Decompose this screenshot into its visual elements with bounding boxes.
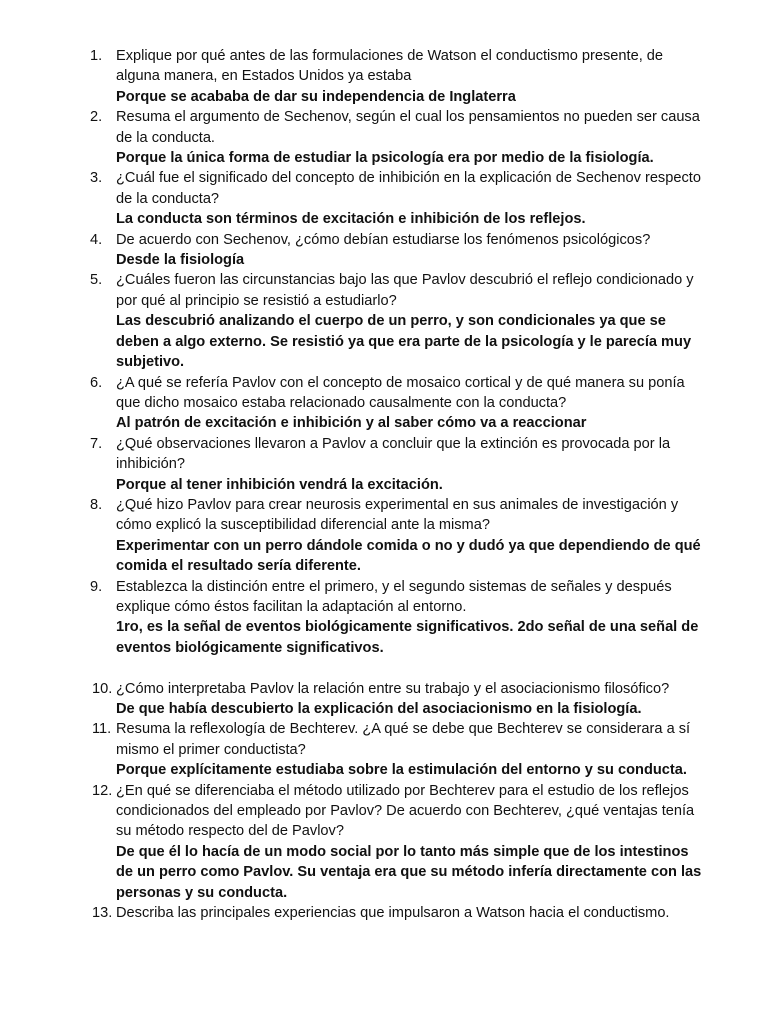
answer-text: Porque se acababa de dar su independencia de Inglaterra [116, 88, 516, 105]
list-item [0, 577, 768, 659]
question-text: ¿Cómo interpretaba Pavlov la relación entre su trabajo y el asociacionismo filosófico? [116, 680, 670, 697]
list-item [0, 719, 768, 780]
question-text: Resuma el argumento de Sechenov, según el cual los pensamientos no pueden ser causa de la conducta. [116, 109, 700, 146]
answer-text: La conducta son términos de excitación e inhibición de los reflejos. [116, 211, 586, 228]
question-text: ¿Qué hizo Pavlov para crear neurosis experimental en sus animales de investigación y cómo explicó la susceptibilidad diferencial ante la misma? [116, 496, 679, 534]
question-text: ¿Qué observaciones llevaron a Pavlov a concluir que la extinción es provocada por la inhibición? [116, 435, 671, 473]
list-item [0, 373, 768, 434]
list-item [0, 781, 768, 903]
list-item [0, 679, 768, 720]
answer-text: Al patrón de excitación e inhibición y al saber cómo va a reaccionar [116, 415, 587, 432]
item-number: 7. [90, 435, 103, 452]
item-number: 6. [90, 374, 103, 391]
item-number: 13. [92, 905, 113, 922]
question-text: Explique por qué antes de las formulaciones de Watson el conductismo presente, de alguna manera, en Estados Unidos ya estaba [116, 48, 664, 85]
list-item [0, 270, 768, 372]
blank-line [0, 658, 768, 678]
answer-text: De que había descubierto la explicación del asociacionismo en la fisiología. [116, 700, 642, 717]
answer-text: Las descubrió analizando el cuerpo de un perro, y son condicionales ya que se deben a algo externo. Se resistió ya que era parte de la psicología y le parecía muy subjetivo. [116, 313, 692, 371]
answer-text: Porque al tener inhibición vendrá la excitación. [116, 476, 443, 493]
question-text: Resuma la reflexología de Bechterev. ¿A qué se debe que Bechterev se considerara a sí mismo el primer conductista? [116, 721, 691, 758]
question-text: ¿Cuál fue el significado del concepto de inhibición en la explicación de Sechenov respecto de la conducta? [116, 170, 701, 207]
question-text: Describa las principales experiencias que impulsaron a Watson hacia el conductismo. [116, 905, 670, 922]
answer-text: Desde la fisiología [116, 252, 245, 269]
item-number: 10. [92, 680, 113, 697]
item-number: 3. [90, 170, 103, 187]
item-number: 5. [90, 272, 103, 289]
list-item [0, 107, 768, 168]
item-number: 1. [90, 48, 103, 64]
item-number: 4. [90, 231, 103, 248]
list-item [0, 168, 768, 229]
question-text: ¿En qué se diferenciaba el método utilizado por Bechterev para el estudio de los reflejos condicionados del empleado por Pavlov? De acuerdo con Bechterev, ¿qué ventajas tenía su método respecto del de Pavlov? [116, 782, 695, 840]
answer-text: Porque la única forma de estudiar la psicología era por medio de la fisiología. [116, 150, 654, 167]
question-text: ¿Cuáles fueron las circunstancias bajo las que Pavlov descubrió el reflejo condicionado y por qué al principio se resistió a estudiarlo? [116, 272, 694, 309]
question-text: ¿A qué se refería Pavlov con el concepto de mosaico cortical y de qué manera su ponía que dicho mosaico estaba relacionado causalmente con la conducta? [116, 374, 685, 411]
list-item [0, 903, 768, 923]
answer-text: Porque explícitamente estudiaba sobre la estimulación del entorno y su conducta. [116, 762, 687, 779]
item-number: 11. [92, 721, 112, 738]
item-number: 8. [90, 496, 103, 513]
item-number: 12. [92, 782, 113, 799]
item-number: 2. [90, 109, 103, 126]
answer-text: De que él lo hacía de un modo social por lo tanto más simple que de los intestinos de un perro como Pavlov. Su ventaja era que su método infería directamente con las personas y su conducta. [116, 843, 702, 901]
list-item [0, 230, 768, 271]
list-item [0, 495, 768, 577]
question-list [0, 46, 768, 923]
question-text: De acuerdo con Sechenov, ¿cómo debían estudiarse los fenómenos psicológicos? [116, 231, 651, 248]
list-item [0, 434, 768, 495]
answer-text: 1ro, es la señal de eventos biológicamente significativos. 2do señal de una señal de eventos biológicamente significativos. [116, 619, 699, 656]
question-text: Establezca la distinción entre el primero, y el segundo sistemas de señales y después explique cómo éstos facilitan la adaptación al entorno. [116, 578, 672, 615]
list-item [0, 46, 768, 107]
item-number: 9. [90, 578, 103, 595]
answer-text: Experimentar con un perro dándole comida o no y dudó ya que dependiendo de qué comida el resultado sería diferente. [116, 537, 701, 575]
